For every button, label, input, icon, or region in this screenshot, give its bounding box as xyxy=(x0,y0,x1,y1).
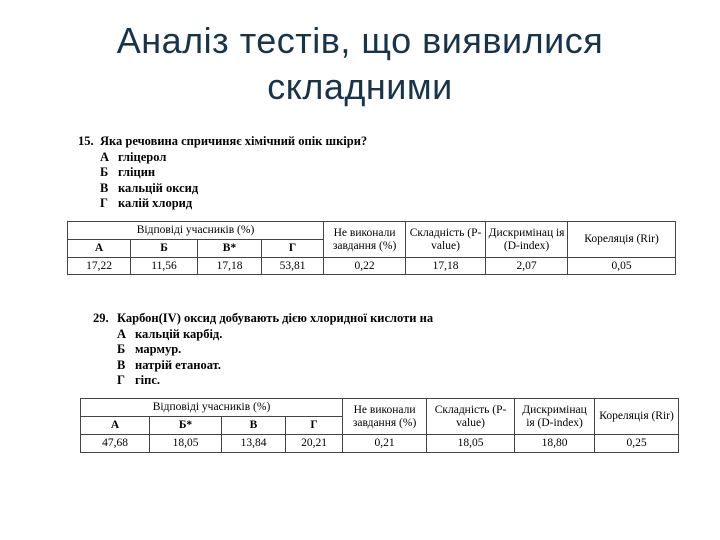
answer-header-a: А xyxy=(68,240,131,258)
table-cell: 13,84 xyxy=(222,435,286,453)
answer-header-a: А xyxy=(81,417,150,435)
option-a xyxy=(100,150,367,166)
not-completed-header: Не виконали завдання (%) xyxy=(343,399,427,435)
question-stem xyxy=(93,311,433,327)
table-cell: 18,05 xyxy=(150,435,222,453)
discrimination-header: Дискримінац ія (D-index) xyxy=(515,399,595,435)
option-text: кальцій карбід. xyxy=(135,326,223,341)
option-text: натрій етаноат. xyxy=(135,357,221,372)
option-v xyxy=(100,181,367,197)
option-b xyxy=(100,165,367,181)
option-letter: Г xyxy=(117,373,125,387)
statistics-table-15 xyxy=(67,221,676,275)
option-g xyxy=(117,373,433,389)
option-text: кальцій оксид xyxy=(118,180,199,195)
option-letter: Г xyxy=(100,196,108,210)
correlation-header: Кореляція (Rir) xyxy=(595,399,679,435)
question-29 xyxy=(93,311,433,389)
table-cell: 18,80 xyxy=(515,435,595,453)
statistics-table-29 xyxy=(80,398,679,453)
question-number: 15. xyxy=(78,134,94,148)
option-text: гіпс. xyxy=(135,373,161,387)
table-cell: 0,25 xyxy=(595,435,679,453)
difficulty-header: Складність (P-value) xyxy=(406,222,486,258)
option-text: мармур. xyxy=(135,342,182,356)
table-row xyxy=(81,435,679,453)
answer-header-v: В xyxy=(222,417,286,435)
option-b xyxy=(117,342,433,358)
table-cell: 11,56 xyxy=(131,258,198,275)
option-text: гліцин xyxy=(118,165,156,179)
option-letter: Б xyxy=(117,342,126,356)
correlation-header: Кореляція (Rir) xyxy=(568,222,676,258)
table-cell: 17,18 xyxy=(406,258,486,275)
discrimination-header: Дискримінац ія (D-index) xyxy=(486,222,568,258)
option-text: калій хлорид xyxy=(118,196,193,210)
table-cell: 2,07 xyxy=(486,258,568,275)
table-cell: 17,18 xyxy=(198,258,262,275)
option-letter: В xyxy=(117,357,126,372)
answers-group-header: Відповіді учасників (%) xyxy=(81,399,343,417)
question-text: Карбон(IV) оксид добувають дією хлоридної кислоти на xyxy=(117,311,434,325)
table-cell: 0,21 xyxy=(343,435,427,453)
question-stem xyxy=(78,134,367,150)
option-g xyxy=(100,196,367,212)
table-row xyxy=(68,258,676,275)
table-cell: 47,68 xyxy=(81,435,150,453)
question-number: 29. xyxy=(93,311,109,325)
option-text: гліцерол xyxy=(118,149,167,164)
not-completed-header: Не виконали завдання (%) xyxy=(324,222,406,258)
table-cell: 53,81 xyxy=(262,258,324,275)
answer-header-v-correct: В* xyxy=(198,240,262,258)
table-cell: 0,22 xyxy=(324,258,406,275)
table-cell: 18,05 xyxy=(427,435,515,453)
table-cell: 0,05 xyxy=(568,258,676,275)
slide-title-line-2: складними xyxy=(267,66,453,107)
option-letter: Б xyxy=(100,165,109,179)
question-15 xyxy=(78,134,367,212)
difficulty-header: Складність (P-value) xyxy=(427,399,515,435)
table-cell: 17,22 xyxy=(68,258,131,275)
answer-header-b-correct: Б* xyxy=(150,417,222,435)
answers-group-header: Відповіді учасників (%) xyxy=(68,222,324,240)
slide-title xyxy=(0,18,720,110)
option-letter: А xyxy=(117,326,127,341)
answer-header-g: Г xyxy=(286,417,343,435)
answer-header-g: Г xyxy=(262,240,324,258)
answer-header-b: Б xyxy=(131,240,198,258)
slide-title-line-1: Аналіз тестів, що виявилися xyxy=(116,20,604,61)
table-cell: 20,21 xyxy=(286,435,343,453)
question-text: Яка речовина спричиняє хімічний опік шкіри? xyxy=(100,134,368,148)
option-letter: А xyxy=(100,149,110,164)
option-letter: В xyxy=(100,180,109,195)
option-a xyxy=(117,327,433,343)
option-v xyxy=(117,358,433,374)
